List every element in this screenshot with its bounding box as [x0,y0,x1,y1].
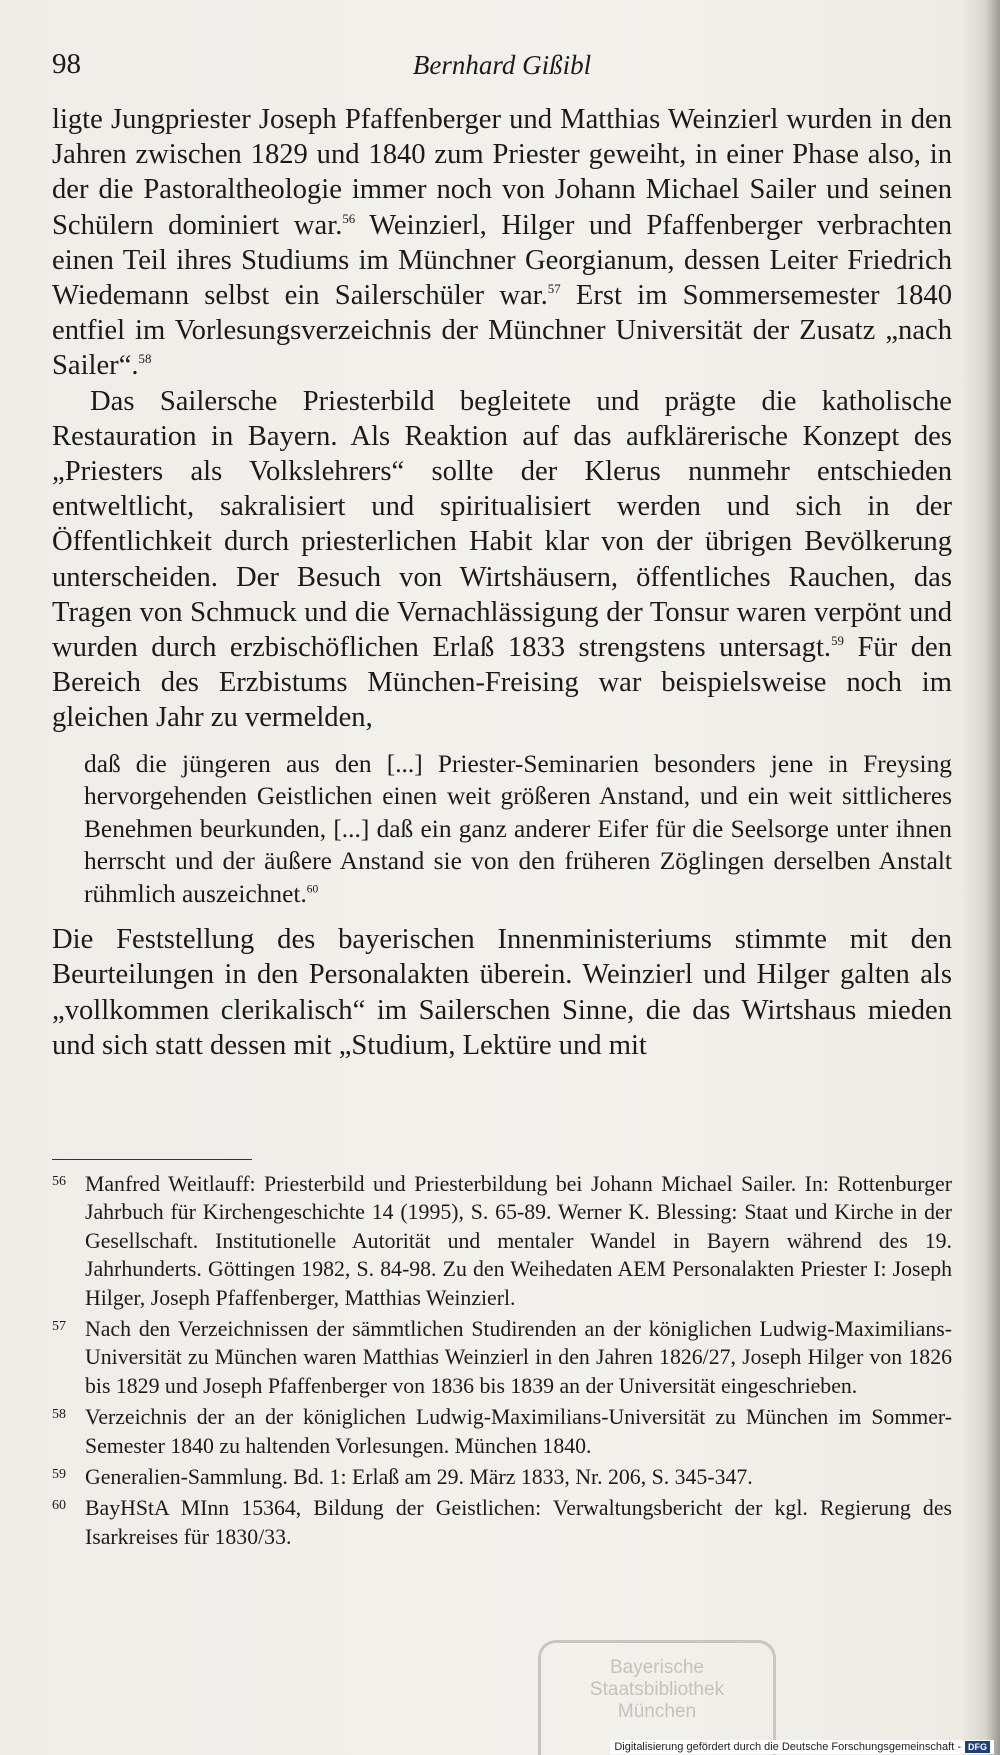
digitization-note: Digitalisierung gefördert durch die Deutsche Forschungsgemeinschaft - DFG [610,1740,994,1754]
footnote-number: 60 [52,1498,66,1514]
footnote-57 [52,1315,952,1400]
block-quote: daß die jüngeren aus den [...] Priester-Seminarien besonders jene in Freysing hervorgehenden Geistlichen einen weit größeren Anstand, und ein weit sittlicheres Benehmen beurkunden, [...] daß ein ganz anderer Eifer für die Seelsorge unter ihnen herrscht und der äußere Anstand sie von den früheren Zöglingen derselben Anstalt rühmlich auszeichnet.$^{60}$ [84,749,952,908]
page-number: 98 [52,48,81,80]
footnote-60 [52,1494,952,1551]
footnote-number: 59 [52,1467,66,1483]
footnote-text: Manfred Weitlauff: Priesterbild und Priesterbildung bei Johann Michael Sailer. In: Rottenburger Jahrbuch für Kirchengeschichte 14 (1995), S. 65-89. Werner K. Blessing: Staat und Kirche in der Gesellschaft. Institutionelle Autorität und mentaler Wandel in Bayern während des 19. Jahrhunderts. Göttingen 1982, S. 84-98. Zu den Weihedaten AEM Personalakten Priester I: Joseph Hilger, Joseph Pfaffenberger, Matthias Weinzierl. [85,1172,952,1310]
main-text [52,102,952,1063]
paragraph-1: ligte Jungpriester Joseph Pfaffenberger und Matthias Weinzierl wurden in den Jahren zwischen 1829 und 1840 zum Priester geweiht, in einer Phase also, in der die Pastoraltheologie immer noch von Johann Michael Sailer und seinen Schülern dominiert war.$^{56}$ Weinzierl, Hilger und Pfaffenberger verbrachten einen Teil ihres Studiums im Münchner Georgianum, dessen Leiter Friedrich Wiedemann selbst ein Sailerschüler war.$^{57}$ Erst im Sommersemester 1840 entfiel im Vorlesungsverzeichnis der Münchner Universität der Zusatz „nach Sailer“.$^{58}$ [52,104,952,382]
footnote-ref-56[interactable]: 56 [342,211,356,226]
footnote-number: 57 [52,1319,66,1335]
footnote-ref-60[interactable]: 60 [306,882,319,895]
paragraph-3: Die Feststellung des bayerischen Innenministeriums stimmte mit den Beurteilungen in den Personalakten überein. Weinzierl und Hilger galten als „vollkommen clerikalisch“ im Sailerschen Sinne, die das Wirtshaus mieden und sich statt dessen mit „Studium, Lektüre und mit [52,924,952,1061]
footnote-58 [52,1403,952,1460]
paragraph-2: Das Sailersche Priesterbild begleitete und prägte die katholische Restauration in Bayern. Als Reaktion auf das aufklärerische Konzept des „Priesters als Volkslehrers“ sollte der Klerus nunmehr entschieden entweltlicht, sakralisiert und spiritualisiert werden und sich in der Öffentlichkeit durch priesterlichen Habit klar von der übrigen Bevölkerung unterscheiden. Der Besuch von Wirtshäusern, öffentliches Rauchen, das Tragen von Schmuck und die Vernachlässigung der Tonsur waren verpönt und wurden durch erzbischöflichen Erlaß 1833 strengstens untersagt.$^{59}$ Für den Bereich des Erzbistums München-Freising war beispielsweise noch im gleichen Jahr zu vermelden, [52,385,952,734]
page-header [52,48,952,88]
footnote-ref-57[interactable]: 57 [547,282,561,297]
library-stamp: Bayerische Staatsbibliothek München [538,1640,776,1755]
footnote-59 [52,1463,952,1491]
footnote-ref-58[interactable]: 58 [138,352,152,367]
footnote-text: Nach den Verzeichnissen der sämmtlichen Studirenden an der königlichen Ludwig-Maximilians-Universität zu München waren Matthias Weinzierl in den Jahren 1826/27, Joseph Hilger von 1826 bis 1829 und Joseph Pfaffenberger von 1836 bis 1839 an der Universität eingeschrieben. [85,1317,952,1398]
footnote-text: Verzeichnis der an der königlichen Ludwig-Maximilians-Universität zu München im Sommer-Semester 1840 zu haltenden Vorlesungen. München 1840. [85,1405,952,1458]
footnotes [52,1170,952,1554]
footnote-number: 56 [52,1174,66,1189]
footnote-separator [52,1159,252,1160]
footnote-ref-59[interactable]: 59 [831,634,844,649]
footnote-56 [52,1170,952,1312]
footnote-text: BayHStA MInn 15364, Bildung der Geistlichen: Verwaltungsbericht der kgl. Regierung des Isarkreises für 1830/33. [85,1496,952,1549]
footnote-number: 58 [52,1407,66,1423]
running-head: Bernhard Gißibl [412,50,592,80]
footnote-text: Generalien-Sammlung. Bd. 1: Erlaß am 29. März 1833, Nr. 206, S. 345-347. [85,1465,753,1490]
dfg-logo-icon: DFG [965,1741,990,1753]
